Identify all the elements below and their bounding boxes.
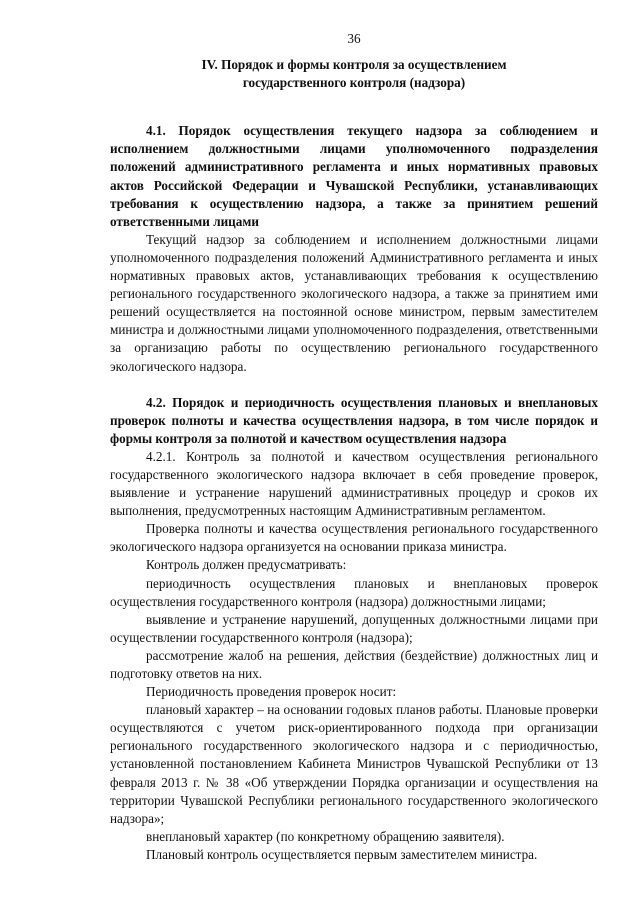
paragraph-control-includes: Контроль должен предусматривать: [146,557,347,573]
section-title-line-1: IV. Порядок и формы контроля за осуществлением [201,57,507,73]
subsection-4-1-heading: 4.1. Порядок осуществления текущего надзора за соблюдением и исполнением должностными лицами уполномоченного подразделения положений административного регламента и иных нормативных правовых актов Российской Федерации и Чувашской Республики, устанавливающих требования к осуществлению надзора, а также за принятием решений ответственными лицами [110,123,598,229]
section-gap [110,376,598,394]
paragraph-planned-control: Плановый контроль осуществляется первым заместителем министра. [146,846,538,862]
paragraph-inspection-periodicity: Периодичность проведения проверок носит: [146,684,397,700]
paragraph-4-2-1: 4.2.1. Контроль за полнотой и качеством осуществления регионального государственного экологического надзора включает в себя проведение проверок, выявление и устранение нарушений административных процедур и сроков их выполнения, предусмотренных настоящим Административным регламентом. [110,448,598,519]
document-page [110,30,598,864]
subsection-4-2-heading: 4.2. Порядок и периодичность осуществления плановых и внеплановых проверок полноты и качества осуществления надзора, в том числе порядок и формы контроля за полнотой и качеством осуществления надзора [110,394,598,446]
page-number: 36 [347,31,361,46]
paragraph-list-item-periodicity: периодичность осуществления плановых и внеплановых проверок осуществления государственного контроля (надзора) должностными лицами; [110,575,598,609]
paragraph-planned-character: плановый характер – на основании годовых планов работы. Плановые проверки осуществляются с учетом риск-ориентированного подхода при организации регионального государственного экологического надзора и с периодичностью, установленной постановлением Кабинета Министров Чувашской Республики от 13 февраля 2013 г. № 38 «Об утверждении Порядка организации и осуществления на территории Чувашской Республики регионального государственного экологического надзора»; [110,702,598,826]
paragraph-list-item-violations: выявление и устранение нарушений, допущенных должностными лицами при осуществлении государственного контроля (надзора); [110,611,598,645]
paragraph-unplanned-character: внеплановый характер (по конкретному обращению заявителя). [146,828,505,844]
paragraph-check-organization: Проверка полноты и качества осуществления регионального государственного экологического надзора организуется на основании приказа министра. [110,521,598,555]
section-title-line-2: государственного контроля (надзора) [242,75,466,91]
paragraph-list-item-complaints: рассмотрение жалоб на решения, действия (бездействие) должностных лиц и подготовку ответов на них. [110,647,598,681]
subsection-4-1-paragraph: Текущий надзор за соблюдением и исполнением должностными лицами уполномоченного подразделения положений Административного регламента и иных нормативных правовых актов, устанавливающих требования к осуществлению регионального государственного экологического надзора, а также за принятием ими решений осуществляется на постоянной основе министром, первым заместителем министра и должностными лицами уполномоченного подразделения, ответственными за организацию работы по осуществлению регионального государственного экологического надзора. [110,231,598,374]
section-title [110,56,598,92]
